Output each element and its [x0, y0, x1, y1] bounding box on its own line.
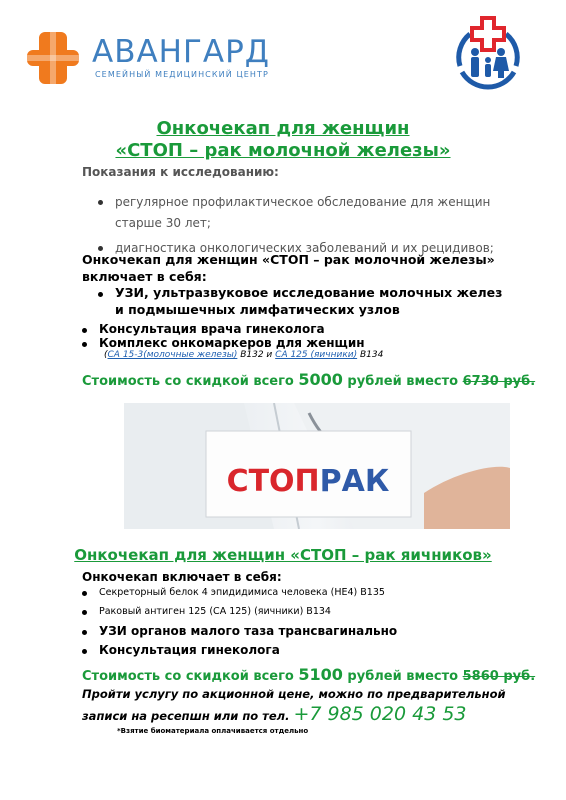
- list-item: УЗИ, ультразвуковое исследование молочных желез и подмышечных лимфатических узлов: [98, 284, 508, 318]
- list-item: Консультация гинеколога: [82, 643, 502, 658]
- section2-title: Онкочекап для женщин «СТОП – рак яичников»: [74, 546, 492, 564]
- promo-text: Пройти услугу по акционной цене, можно по предварительной записи на ресепшн или по тел. +7 985 020 43 53: [82, 687, 506, 725]
- section1-title-line2: «СТОП – рак молочной железы»: [115, 140, 451, 161]
- list-item: регулярное профилактическое обследование для женщин старше 30 лет;: [98, 192, 508, 234]
- list-item: Секреторный белок 4 эпидидимиса человека (НЕ4) В135: [82, 586, 502, 600]
- price-line-2: Стоимость со скидкой всего 5100 рублей вместо 5860 руб.: [82, 665, 536, 684]
- sign-rak-text: РАК: [319, 464, 390, 499]
- list-item: Консультация врача гинеколога: [82, 322, 502, 337]
- old-price: 5860 руб.: [462, 669, 536, 684]
- old-price: 6730 руб.: [462, 374, 536, 389]
- brand-name: АВАНГАРД: [92, 34, 271, 70]
- price-amount: 5000: [298, 370, 343, 389]
- list-item: Раковый антиген 125 (СА 125) (яичники) В134: [82, 605, 502, 619]
- family-medical-logo-icon: [448, 14, 528, 94]
- brand-cross-logo-icon: [25, 30, 81, 86]
- markers-line: (СА 15-3(молочные железы) В132 и СА 125 (яичники) В134: [104, 350, 384, 360]
- list-item: УЗИ органов малого таза трансвагинально: [82, 624, 502, 639]
- stop-rak-photo: [124, 403, 510, 529]
- list-item: Комплекс онкомаркеров для женщин: [82, 336, 502, 351]
- svg-text:СТОПРАК: [227, 464, 390, 499]
- ca125-link[interactable]: СА 125 (яичники): [275, 350, 358, 360]
- section1-title-line1: Онкочекап для женщин: [156, 118, 410, 139]
- price-amount: 5100: [298, 665, 343, 684]
- sign-stop-text: СТОП: [226, 464, 320, 499]
- list-item: диагностика онкологических заболеваний и их рецидивов;: [98, 238, 508, 259]
- phone-number[interactable]: +7 985 020 43 53: [293, 703, 467, 725]
- footnote: *Взятие биоматериала оплачивается отдельно: [117, 727, 309, 735]
- section2-includes-heading: Онкочекап включает в себя:: [82, 570, 282, 584]
- includes-heading: Онкочекап для женщин «СТОП – рак молочной железы» включает в себя:: [82, 252, 495, 284]
- indications-heading: Показания к исследованию:: [82, 165, 279, 179]
- brand-subtitle: СЕМЕЙНЫЙ МЕДИЦИНСКИЙ ЦЕНТР: [95, 70, 269, 79]
- price-line-1: Стоимость со скидкой всего 5000 рублей вместо 6730 руб.: [82, 370, 536, 389]
- ca15-3-link[interactable]: СА 15-3(молочные железы): [107, 350, 238, 360]
